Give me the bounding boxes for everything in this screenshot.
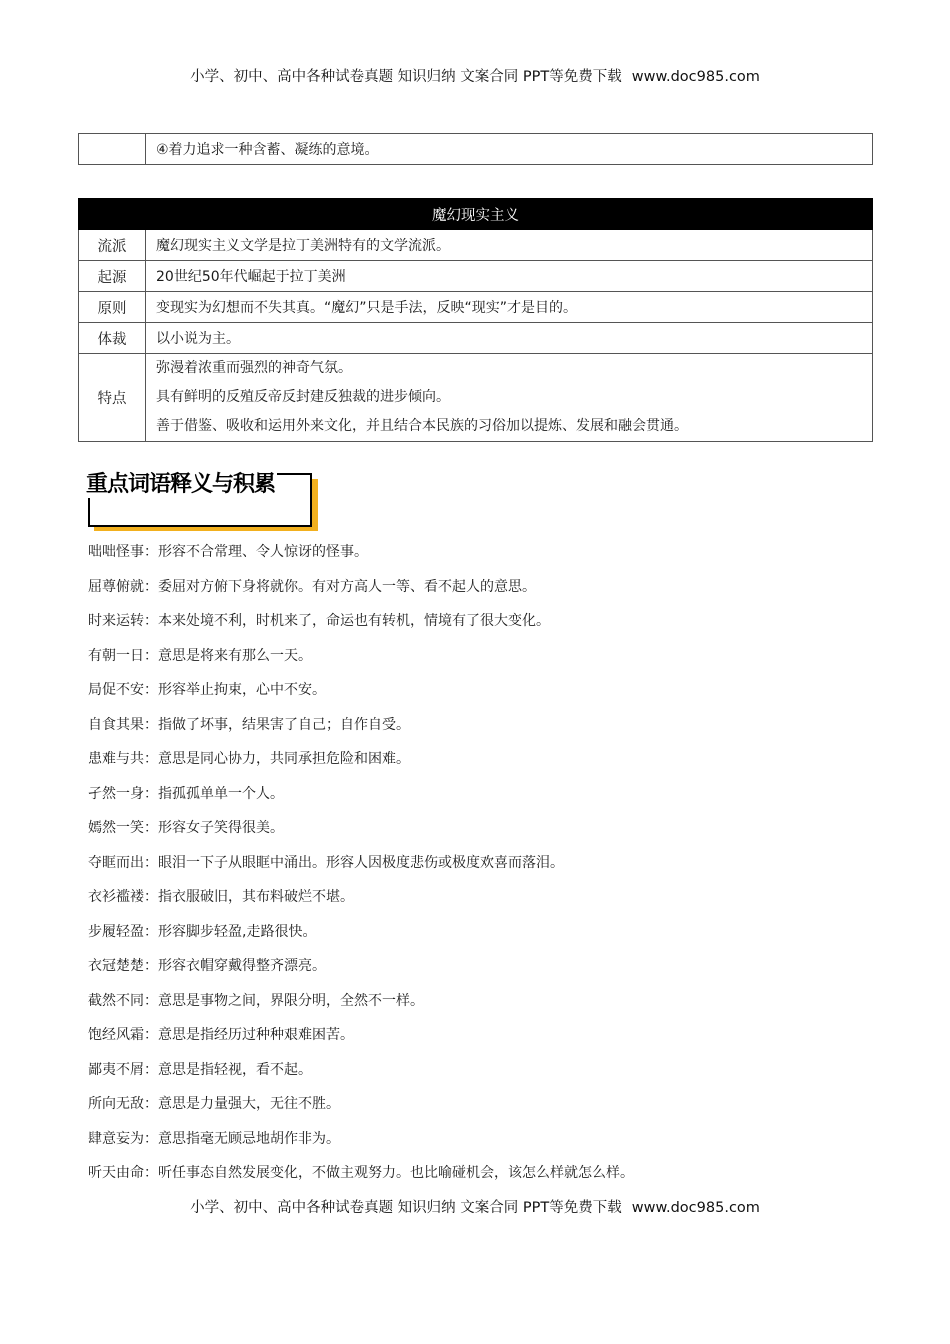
section-heading xyxy=(88,473,318,529)
feature-line: 弥漫着浓重而强烈的神奇气氛。 xyxy=(156,360,352,376)
footer-url[interactable]: www.doc985.com xyxy=(631,1200,760,1216)
list-item: 夺眶而出：眼泪一下子从眼眶中涌出。形容人因极度悲伤或极度欢喜而落泪。 xyxy=(88,854,564,871)
list-item: 衣冠楚楚：形容衣帽穿戴得整齐漂亮。 xyxy=(88,958,326,974)
list-item: 孑然一身：指孤孤单单一个人。 xyxy=(88,785,284,802)
list-item: 饱经风霜：意思是指经历过种种艰难困苦。 xyxy=(88,1027,354,1043)
magic-realism-table xyxy=(78,198,873,442)
row-label: 起源 xyxy=(79,261,146,292)
section-heading-text: 重点词语释义与积累 xyxy=(86,467,277,498)
row-label: 原则 xyxy=(79,292,146,323)
list-item: 所向无敌：意思是力量强大，无往不胜。 xyxy=(88,1096,340,1112)
term-list xyxy=(88,538,868,1194)
table-row xyxy=(79,323,873,354)
row-value: 魔幻现实主义文学是拉丁美洲特有的文学流派。 xyxy=(146,230,873,261)
list-item: 时来运转：本来处境不利，时机来了，命运也有转机，情境有了很大变化。 xyxy=(88,613,550,629)
table-row xyxy=(79,261,873,292)
row-label: 流派 xyxy=(79,230,146,261)
page-header xyxy=(0,65,950,86)
list-item: 屈尊俯就：委屈对方俯下身将就你。有对方高人一等、看不起人的意思。 xyxy=(88,578,536,595)
features-cell xyxy=(146,354,873,442)
continuation-table xyxy=(78,133,873,165)
row-value: 变现实为幻想而不失其真。“魔幻”只是手法，反映“现实”才是目的。 xyxy=(146,292,873,323)
list-item: 局促不安：形容举止拘束，心中不安。 xyxy=(88,682,326,698)
list-item: 步履轻盈：形容脚步轻盈,走路很快。 xyxy=(88,923,317,940)
list-item: 肆意妄为：意思指毫无顾忌地胡作非为。 xyxy=(88,1130,340,1147)
row-value: 以小说为主。 xyxy=(146,323,873,354)
page-footer xyxy=(0,1196,950,1217)
list-item: 有朝一日：意思是将来有那么一天。 xyxy=(88,647,312,664)
row-label: 体裁 xyxy=(79,323,146,354)
feature-line: 具有鲜明的反殖反帝反封建反独裁的进步倾向。 xyxy=(156,389,450,405)
table-row xyxy=(79,230,873,261)
list-item: 自食其果：指做了坏事，结果害了自己；自作自受。 xyxy=(88,716,410,733)
row-label: 特点 xyxy=(79,354,146,442)
header-text: 小学、初中、高中各种试卷真题 知识归纳 文案合同 PPT等免费下载 xyxy=(190,69,622,85)
feature-line: 善于借鉴、吸收和运用外来文化，并且结合本民族的习俗加以提炼、发展和融会贯通。 xyxy=(156,418,688,434)
table-title: 魔幻现实主义 xyxy=(79,199,873,230)
list-item: 患难与共：意思是同心协力，共同承担危险和困难。 xyxy=(88,751,410,767)
list-item: 截然不同：意思是事物之间，界限分明，全然不一样。 xyxy=(88,992,424,1009)
list-item: 嫣然一笑：形容女子笑得很美。 xyxy=(88,820,284,836)
header-url[interactable]: www.doc985.com xyxy=(631,69,760,85)
list-item: 听天由命：听任事态自然发展变化，不做主观努力。也比喻碰机会，该怎么样就怎么样。 xyxy=(88,1165,634,1181)
row-value: 20世纪50年代崛起于拉丁美洲 xyxy=(146,261,873,292)
list-item: 鄙夷不屑：意思是指轻视，看不起。 xyxy=(88,1061,312,1078)
table-row xyxy=(79,292,873,323)
table-cell: ④着力追求一种含蓄、凝练的意境。 xyxy=(146,134,873,165)
list-item: 咄咄怪事：形容不合常理、令人惊讶的怪事。 xyxy=(88,544,368,560)
footer-text: 小学、初中、高中各种试卷真题 知识归纳 文案合同 PPT等免费下载 xyxy=(190,1200,622,1216)
table-row xyxy=(79,354,873,442)
list-item: 衣衫褴褛：指衣服破旧，其布料破烂不堪。 xyxy=(88,889,354,905)
table-row xyxy=(79,134,873,165)
empty-label-cell xyxy=(79,134,146,165)
table-title-row xyxy=(79,199,873,230)
